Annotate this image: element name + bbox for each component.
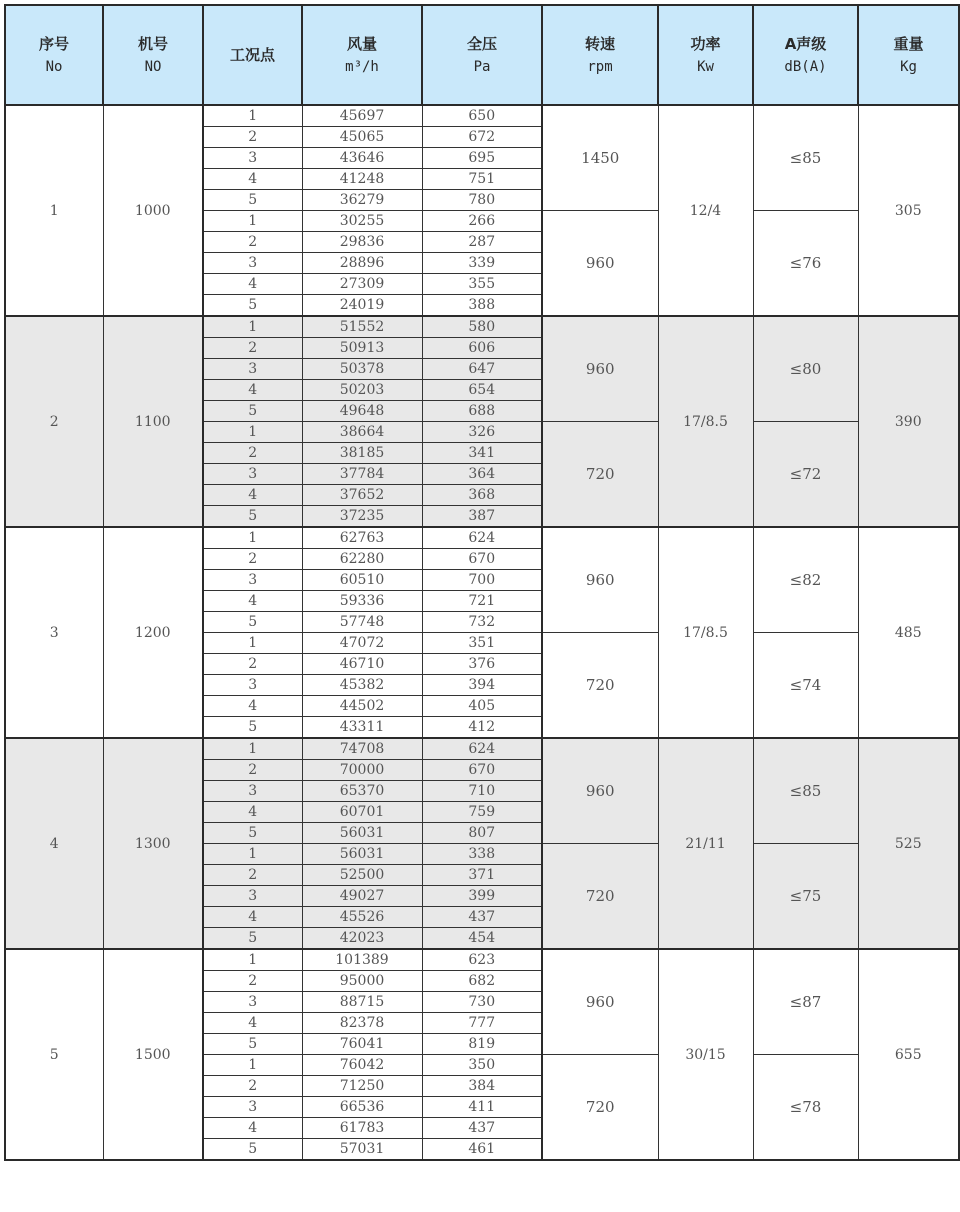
- pressure-cell: 266: [422, 211, 542, 232]
- speed-cell: 720: [542, 844, 658, 950]
- operating-point-cell: 5: [203, 1034, 302, 1055]
- pressure-cell: 368: [422, 485, 542, 506]
- power-cell: 21/11: [658, 738, 753, 949]
- operating-point-cell: 4: [203, 274, 302, 295]
- row-no-cell: 4: [5, 738, 103, 949]
- pressure-cell: 411: [422, 1097, 542, 1118]
- air-flow-cell: 71250: [302, 1076, 422, 1097]
- air-flow-cell: 52500: [302, 865, 422, 886]
- operating-point-cell: 1: [203, 844, 302, 865]
- speed-cell: 720: [542, 1055, 658, 1161]
- noise-cell: ≤78: [753, 1055, 858, 1161]
- operating-point-cell: 2: [203, 443, 302, 464]
- header-air-flow: 风量 m³/h: [302, 5, 422, 105]
- weight-cell: 305: [858, 105, 959, 316]
- header-noise-level: A声级 dB(A): [753, 5, 858, 105]
- operating-point-cell: 3: [203, 148, 302, 169]
- operating-point-cell: 4: [203, 591, 302, 612]
- operating-point-cell: 5: [203, 928, 302, 950]
- operating-point-cell: 2: [203, 865, 302, 886]
- operating-point-cell: 2: [203, 1076, 302, 1097]
- air-flow-cell: 50378: [302, 359, 422, 380]
- operating-point-cell: 2: [203, 127, 302, 148]
- air-flow-cell: 45065: [302, 127, 422, 148]
- pressure-cell: 670: [422, 760, 542, 781]
- pressure-cell: 807: [422, 823, 542, 844]
- noise-cell: ≤82: [753, 527, 858, 633]
- air-flow-cell: 49027: [302, 886, 422, 907]
- operating-point-cell: 2: [203, 654, 302, 675]
- pressure-cell: 384: [422, 1076, 542, 1097]
- noise-cell: ≤85: [753, 738, 858, 844]
- air-flow-cell: 37784: [302, 464, 422, 485]
- model-cell: 1500: [103, 949, 203, 1160]
- operating-point-cell: 2: [203, 232, 302, 253]
- operating-point-cell: 1: [203, 738, 302, 760]
- operating-point-cell: 2: [203, 971, 302, 992]
- speed-cell: 960: [542, 211, 658, 317]
- header-operating-point: 工况点: [203, 5, 302, 105]
- pressure-cell: 732: [422, 612, 542, 633]
- operating-point-cell: 1: [203, 316, 302, 338]
- pressure-cell: 461: [422, 1139, 542, 1161]
- row-no-cell: 1: [5, 105, 103, 316]
- air-flow-cell: 70000: [302, 760, 422, 781]
- weight-cell: 390: [858, 316, 959, 527]
- operating-point-cell: 4: [203, 907, 302, 928]
- noise-cell: ≤74: [753, 633, 858, 739]
- operating-point-cell: 1: [203, 949, 302, 971]
- operating-point-cell: 3: [203, 1097, 302, 1118]
- air-flow-cell: 74708: [302, 738, 422, 760]
- operating-point-cell: 3: [203, 359, 302, 380]
- power-cell: 17/8.5: [658, 527, 753, 738]
- speed-cell: 960: [542, 527, 658, 633]
- header-power: 功率 Kw: [658, 5, 753, 105]
- air-flow-cell: 50913: [302, 338, 422, 359]
- air-flow-cell: 44502: [302, 696, 422, 717]
- air-flow-cell: 42023: [302, 928, 422, 950]
- air-flow-cell: 82378: [302, 1013, 422, 1034]
- pressure-cell: 355: [422, 274, 542, 295]
- header-speed: 转速 rpm: [542, 5, 658, 105]
- air-flow-cell: 60510: [302, 570, 422, 591]
- model-cell: 1000: [103, 105, 203, 316]
- pressure-cell: 721: [422, 591, 542, 612]
- pressure-cell: 730: [422, 992, 542, 1013]
- operating-point-cell: 5: [203, 717, 302, 739]
- noise-cell: ≤87: [753, 949, 858, 1055]
- air-flow-cell: 57748: [302, 612, 422, 633]
- air-flow-cell: 57031: [302, 1139, 422, 1161]
- pressure-cell: 405: [422, 696, 542, 717]
- operating-point-cell: 2: [203, 760, 302, 781]
- operating-point-cell: 4: [203, 485, 302, 506]
- weight-cell: 525: [858, 738, 959, 949]
- header-no: 序号 No: [5, 5, 103, 105]
- pressure-cell: 350: [422, 1055, 542, 1076]
- air-flow-cell: 88715: [302, 992, 422, 1013]
- model-cell: 1100: [103, 316, 203, 527]
- operating-point-cell: 5: [203, 401, 302, 422]
- air-flow-cell: 101389: [302, 949, 422, 971]
- air-flow-cell: 65370: [302, 781, 422, 802]
- air-flow-cell: 76041: [302, 1034, 422, 1055]
- air-flow-cell: 61783: [302, 1118, 422, 1139]
- speed-cell: 960: [542, 949, 658, 1055]
- operating-point-cell: 1: [203, 422, 302, 443]
- pressure-cell: 437: [422, 907, 542, 928]
- operating-point-cell: 1: [203, 633, 302, 654]
- noise-cell: ≤72: [753, 422, 858, 528]
- pressure-cell: 647: [422, 359, 542, 380]
- power-cell: 30/15: [658, 949, 753, 1160]
- pressure-cell: 650: [422, 105, 542, 127]
- pressure-cell: 287: [422, 232, 542, 253]
- model-cell: 1200: [103, 527, 203, 738]
- air-flow-cell: 43646: [302, 148, 422, 169]
- table-body: [5, 105, 959, 1160]
- speed-cell: 720: [542, 633, 658, 739]
- noise-cell: ≤80: [753, 316, 858, 422]
- operating-point-cell: 1: [203, 527, 302, 549]
- row-no-cell: 3: [5, 527, 103, 738]
- pressure-cell: 454: [422, 928, 542, 950]
- operating-point-cell: 3: [203, 781, 302, 802]
- air-flow-cell: 45526: [302, 907, 422, 928]
- air-flow-cell: 27309: [302, 274, 422, 295]
- air-flow-cell: 37652: [302, 485, 422, 506]
- pressure-cell: 623: [422, 949, 542, 971]
- pressure-cell: 670: [422, 549, 542, 570]
- operating-point-cell: 4: [203, 802, 302, 823]
- header-weight: 重量 Kg: [858, 5, 959, 105]
- table-row: [5, 738, 959, 760]
- speed-cell: 720: [542, 422, 658, 528]
- air-flow-cell: 66536: [302, 1097, 422, 1118]
- air-flow-cell: 50203: [302, 380, 422, 401]
- operating-point-cell: 4: [203, 169, 302, 190]
- operating-point-cell: 4: [203, 1013, 302, 1034]
- weight-cell: 485: [858, 527, 959, 738]
- air-flow-cell: 29836: [302, 232, 422, 253]
- operating-point-cell: 2: [203, 549, 302, 570]
- air-flow-cell: 38664: [302, 422, 422, 443]
- pressure-cell: 371: [422, 865, 542, 886]
- air-flow-cell: 38185: [302, 443, 422, 464]
- pressure-cell: 376: [422, 654, 542, 675]
- pressure-cell: 780: [422, 190, 542, 211]
- pressure-cell: 819: [422, 1034, 542, 1055]
- weight-cell: 655: [858, 949, 959, 1160]
- pressure-cell: 388: [422, 295, 542, 317]
- air-flow-cell: 46710: [302, 654, 422, 675]
- pressure-cell: 387: [422, 506, 542, 528]
- operating-point-cell: 5: [203, 190, 302, 211]
- pressure-cell: 341: [422, 443, 542, 464]
- operating-point-cell: 5: [203, 506, 302, 528]
- pressure-cell: 412: [422, 717, 542, 739]
- pressure-cell: 710: [422, 781, 542, 802]
- operating-point-cell: 3: [203, 464, 302, 485]
- air-flow-cell: 37235: [302, 506, 422, 528]
- air-flow-cell: 62280: [302, 549, 422, 570]
- operating-point-cell: 5: [203, 295, 302, 317]
- pressure-cell: 695: [422, 148, 542, 169]
- pressure-cell: 751: [422, 169, 542, 190]
- pressure-cell: 364: [422, 464, 542, 485]
- power-cell: 17/8.5: [658, 316, 753, 527]
- operating-point-cell: 5: [203, 612, 302, 633]
- operating-point-cell: 1: [203, 105, 302, 127]
- pressure-cell: 624: [422, 527, 542, 549]
- air-flow-cell: 47072: [302, 633, 422, 654]
- operating-point-cell: 5: [203, 823, 302, 844]
- operating-point-cell: 4: [203, 1118, 302, 1139]
- table-row: [5, 527, 959, 549]
- air-flow-cell: 41248: [302, 169, 422, 190]
- pressure-cell: 759: [422, 802, 542, 823]
- air-flow-cell: 62763: [302, 527, 422, 549]
- air-flow-cell: 43311: [302, 717, 422, 739]
- air-flow-cell: 24019: [302, 295, 422, 317]
- header-total-pressure: 全压 Pa: [422, 5, 542, 105]
- operating-point-cell: 4: [203, 380, 302, 401]
- air-flow-cell: 30255: [302, 211, 422, 232]
- air-flow-cell: 36279: [302, 190, 422, 211]
- pressure-cell: 688: [422, 401, 542, 422]
- pressure-cell: 682: [422, 971, 542, 992]
- row-no-cell: 5: [5, 949, 103, 1160]
- pressure-cell: 338: [422, 844, 542, 865]
- pressure-cell: 654: [422, 380, 542, 401]
- operating-point-cell: 3: [203, 675, 302, 696]
- table-row: [5, 949, 959, 971]
- pressure-cell: 672: [422, 127, 542, 148]
- operating-point-cell: 1: [203, 211, 302, 232]
- pressure-cell: 624: [422, 738, 542, 760]
- pressure-cell: 777: [422, 1013, 542, 1034]
- pressure-cell: 339: [422, 253, 542, 274]
- pressure-cell: 437: [422, 1118, 542, 1139]
- speed-cell: 1450: [542, 105, 658, 211]
- pressure-cell: 326: [422, 422, 542, 443]
- pressure-cell: 399: [422, 886, 542, 907]
- model-cell: 1300: [103, 738, 203, 949]
- power-cell: 12/4: [658, 105, 753, 316]
- noise-cell: ≤75: [753, 844, 858, 950]
- pressure-cell: 394: [422, 675, 542, 696]
- air-flow-cell: 28896: [302, 253, 422, 274]
- air-flow-cell: 76042: [302, 1055, 422, 1076]
- operating-point-cell: 4: [203, 696, 302, 717]
- operating-point-cell: 2: [203, 338, 302, 359]
- air-flow-cell: 45382: [302, 675, 422, 696]
- operating-point-cell: 1: [203, 1055, 302, 1076]
- noise-cell: ≤76: [753, 211, 858, 317]
- operating-point-cell: 3: [203, 253, 302, 274]
- air-flow-cell: 56031: [302, 844, 422, 865]
- air-flow-cell: 51552: [302, 316, 422, 338]
- operating-point-cell: 3: [203, 570, 302, 591]
- speed-cell: 960: [542, 316, 658, 422]
- table-row: [5, 105, 959, 127]
- pressure-cell: 700: [422, 570, 542, 591]
- pressure-cell: 580: [422, 316, 542, 338]
- operating-point-cell: 3: [203, 886, 302, 907]
- header-row: [5, 5, 959, 105]
- pressure-cell: 606: [422, 338, 542, 359]
- row-no-cell: 2: [5, 316, 103, 527]
- air-flow-cell: 59336: [302, 591, 422, 612]
- air-flow-cell: 60701: [302, 802, 422, 823]
- pressure-cell: 351: [422, 633, 542, 654]
- operating-point-cell: 5: [203, 1139, 302, 1161]
- table-row: [5, 316, 959, 338]
- header-model: 机号 NO: [103, 5, 203, 105]
- noise-cell: ≤85: [753, 105, 858, 211]
- air-flow-cell: 45697: [302, 105, 422, 127]
- operating-point-cell: 3: [203, 992, 302, 1013]
- fan-spec-table: [4, 4, 960, 1161]
- air-flow-cell: 95000: [302, 971, 422, 992]
- speed-cell: 960: [542, 738, 658, 844]
- air-flow-cell: 49648: [302, 401, 422, 422]
- air-flow-cell: 56031: [302, 823, 422, 844]
